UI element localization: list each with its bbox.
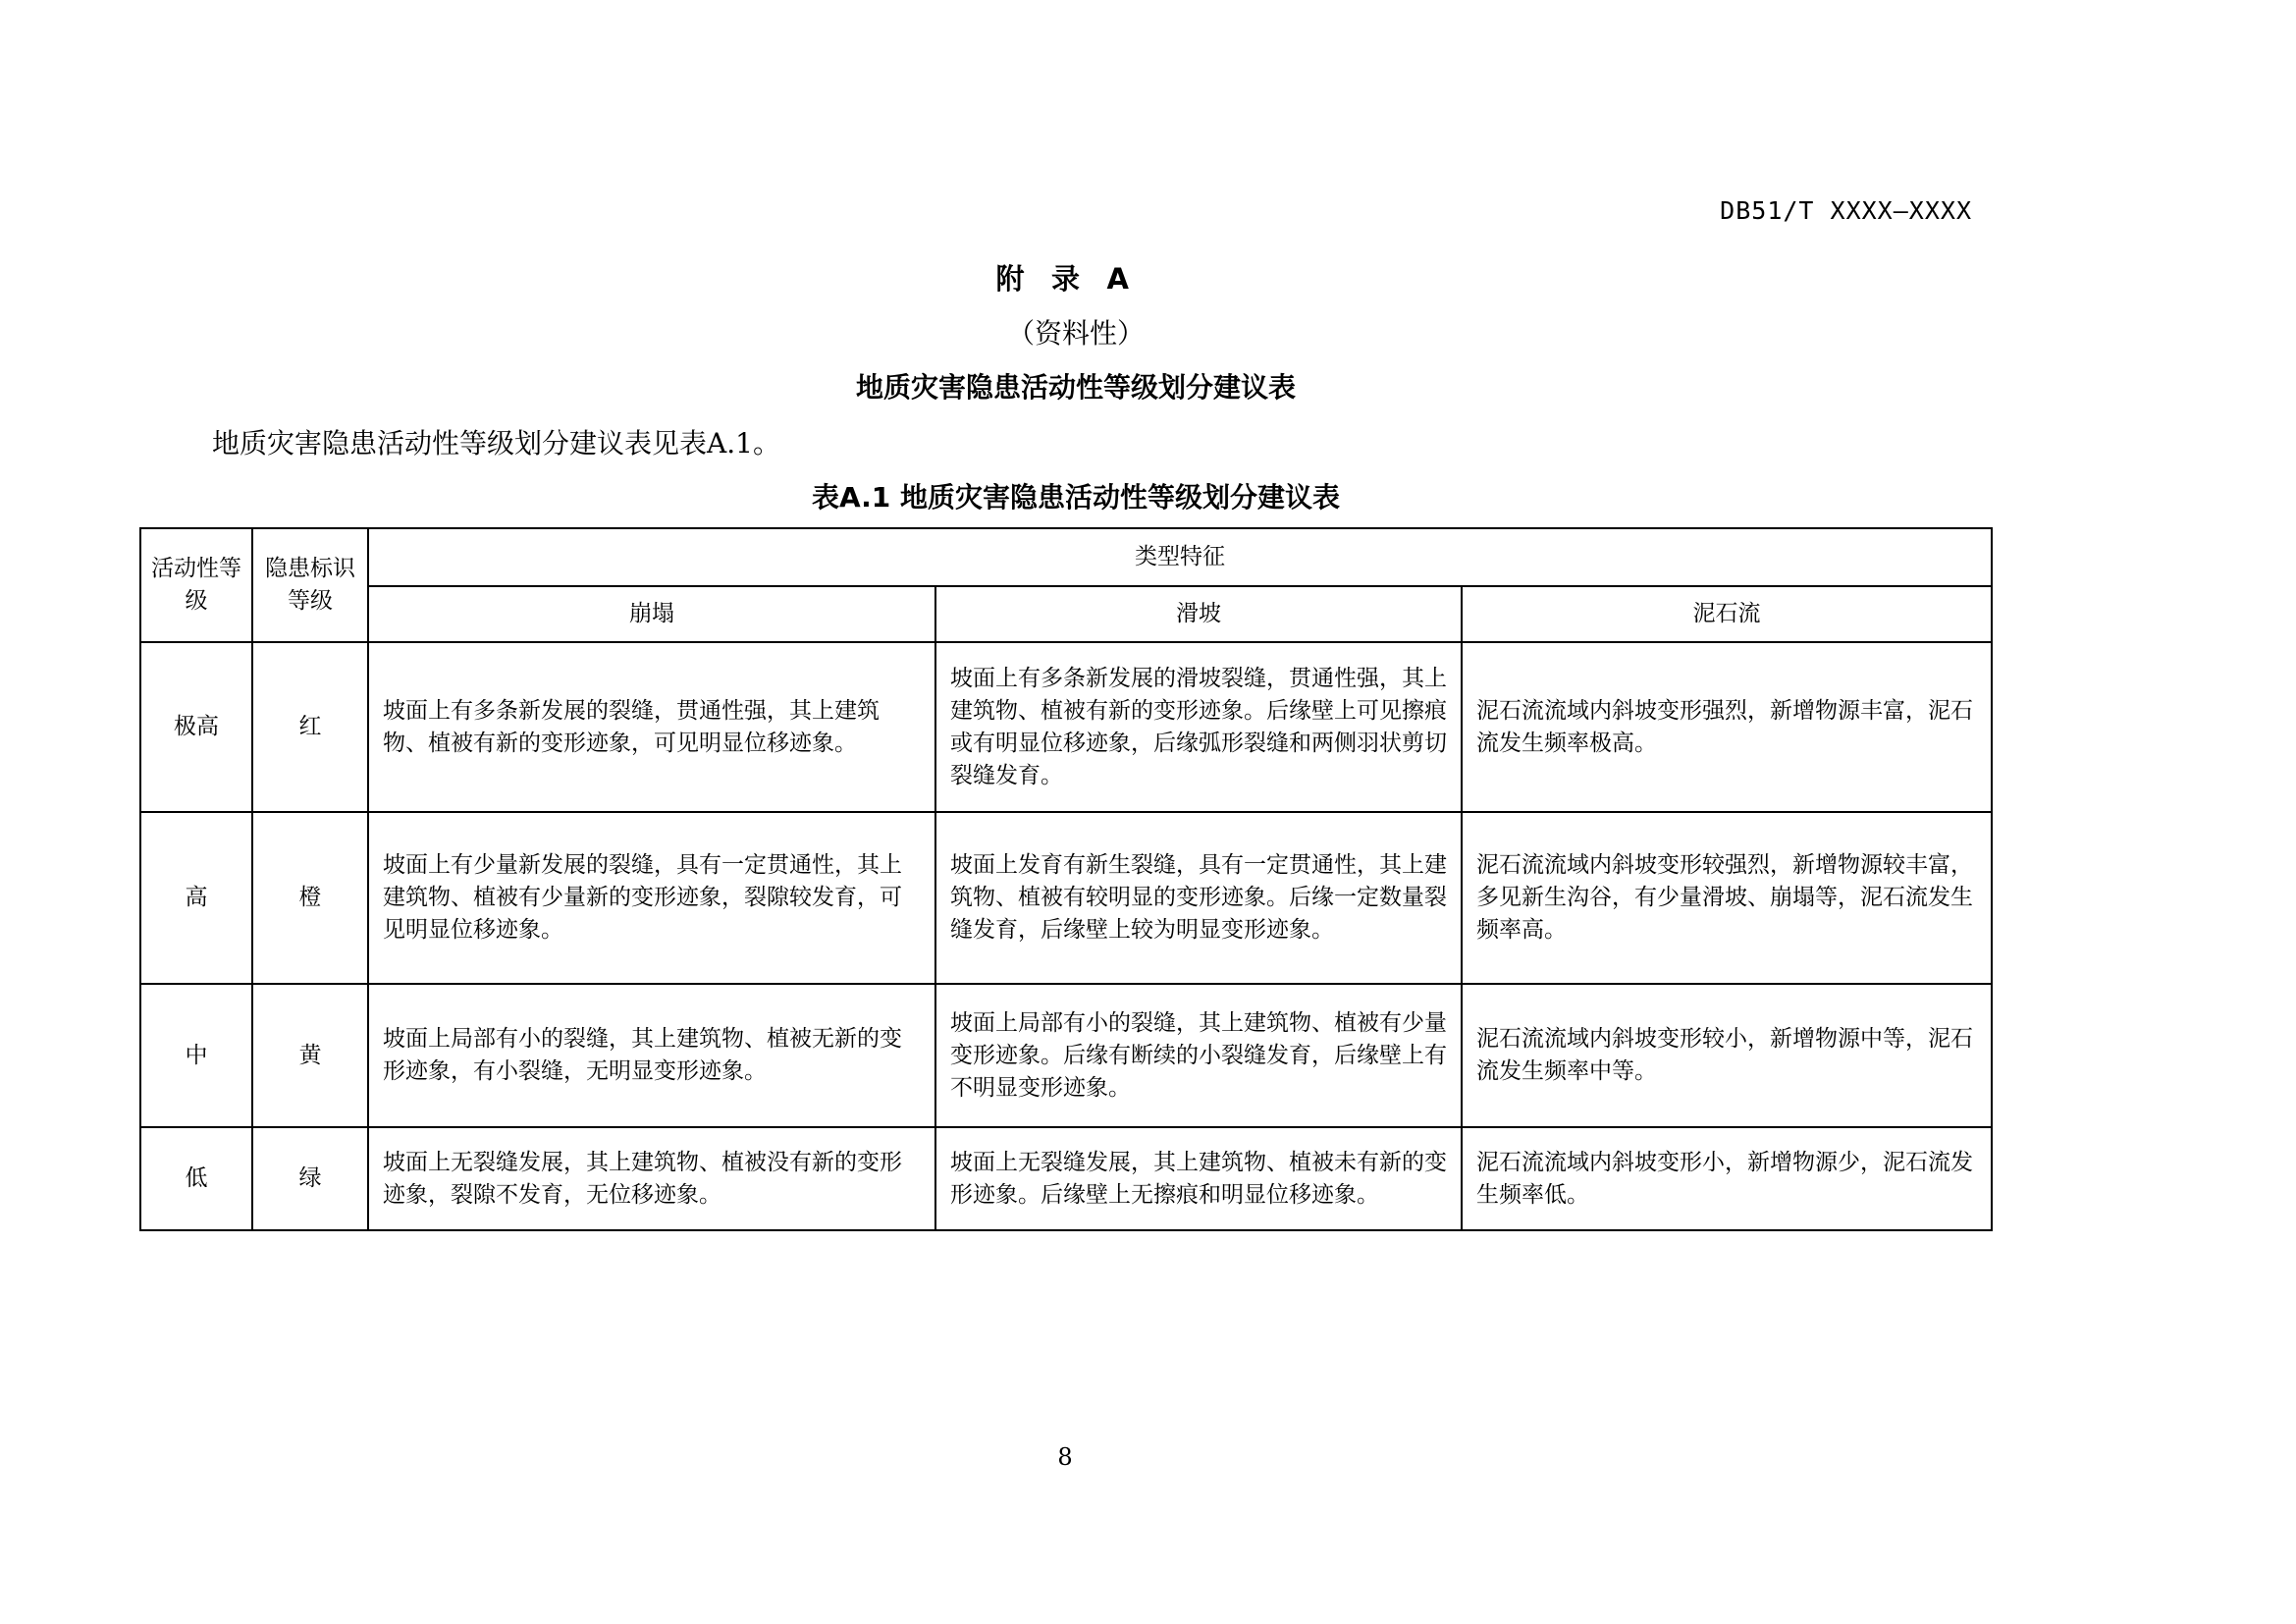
row-level: 中 [140,984,252,1127]
table-row [140,812,1992,984]
row-mark: 绿 [252,1127,368,1230]
row-debris-flow: 泥石流流域内斜坡变形较强烈，新增物源较丰富，多见新生沟谷，有少量滑坡、崩塌等，泥石流发生频率高。 [1462,812,1992,984]
appendix-note: （资料性） [1006,317,1145,350]
header-landslide: 滑坡 [935,586,1462,642]
intro-paragraph: 地质灾害隐患活动性等级划分建议表见表A.1。 [212,427,780,460]
row-collapse: 坡面上有多条新发展的裂缝，贯通性强，其上建筑物、植被有新的变形迹象，可见明显位移迹象。 [368,642,935,812]
table-header-row [140,528,1992,586]
row-collapse: 坡面上无裂缝发展，其上建筑物、植被没有新的变形迹象，裂隙不发育，无位移迹象。 [368,1127,935,1230]
row-landslide: 坡面上有多条新发展的滑坡裂缝，贯通性强，其上建筑物、植被有新的变形迹象。后缘壁上可见擦痕或有明显位移迹象，后缘弧形裂缝和两侧羽状剪切裂缝发育。 [935,642,1462,812]
document-code: DB51/T XXXX—XXXX [1720,196,1972,225]
appendix-title: 附录A [995,262,1156,296]
row-mark: 橙 [252,812,368,984]
row-landslide: 坡面上局部有小的裂缝，其上建筑物、植被有少量变形迹象。后缘有断续的小裂缝发育，后缘壁上有不明显变形迹象。 [935,984,1462,1127]
activity-level-table [139,527,1993,1231]
row-landslide: 坡面上发育有新生裂缝，具有一定贯通性，其上建筑物、植被有较明显的变形迹象。后缘一定数量裂缝发育，后缘壁上较为明显变形迹象。 [935,812,1462,984]
row-debris-flow: 泥石流流域内斜坡变形小，新增物源少，泥石流发生频率低。 [1462,1127,1992,1230]
header-collapse: 崩塌 [368,586,935,642]
page-number: 8 [1057,1443,1073,1471]
table-row [140,642,1992,812]
row-level: 极高 [140,642,252,812]
header-debris-flow: 泥石流 [1462,586,1992,642]
row-debris-flow: 泥石流流域内斜坡变形较小，新增物源中等，泥石流发生频率中等。 [1462,984,1992,1127]
row-debris-flow: 泥石流流域内斜坡变形强烈，新增物源丰富，泥石流发生频率极高。 [1462,642,1992,812]
table-caption: 表A.1 地质灾害隐患活动性等级划分建议表 [811,481,1341,514]
row-level: 高 [140,812,252,984]
row-mark: 红 [252,642,368,812]
table-row [140,1127,1992,1230]
header-mark: 隐患标识等级 [252,528,368,642]
header-features: 类型特征 [368,528,1992,586]
row-collapse: 坡面上局部有小的裂缝，其上建筑物、植被无新的变形迹象，有小裂缝，无明显变形迹象。 [368,984,935,1127]
table-row [140,984,1992,1127]
row-mark: 黄 [252,984,368,1127]
table-subheader-row [140,586,1992,642]
row-landslide: 坡面上无裂缝发展，其上建筑物、植被未有新的变形迹象。后缘壁上无擦痕和明显位移迹象。 [935,1127,1462,1230]
row-collapse: 坡面上有少量新发展的裂缝，具有一定贯通性，其上建筑物、植被有少量新的变形迹象，裂隙较发育，可见明显位移迹象。 [368,812,935,984]
row-level: 低 [140,1127,252,1230]
section-title: 地质灾害隐患活动性等级划分建议表 [855,371,1296,404]
header-level: 活动性等级 [140,528,252,642]
